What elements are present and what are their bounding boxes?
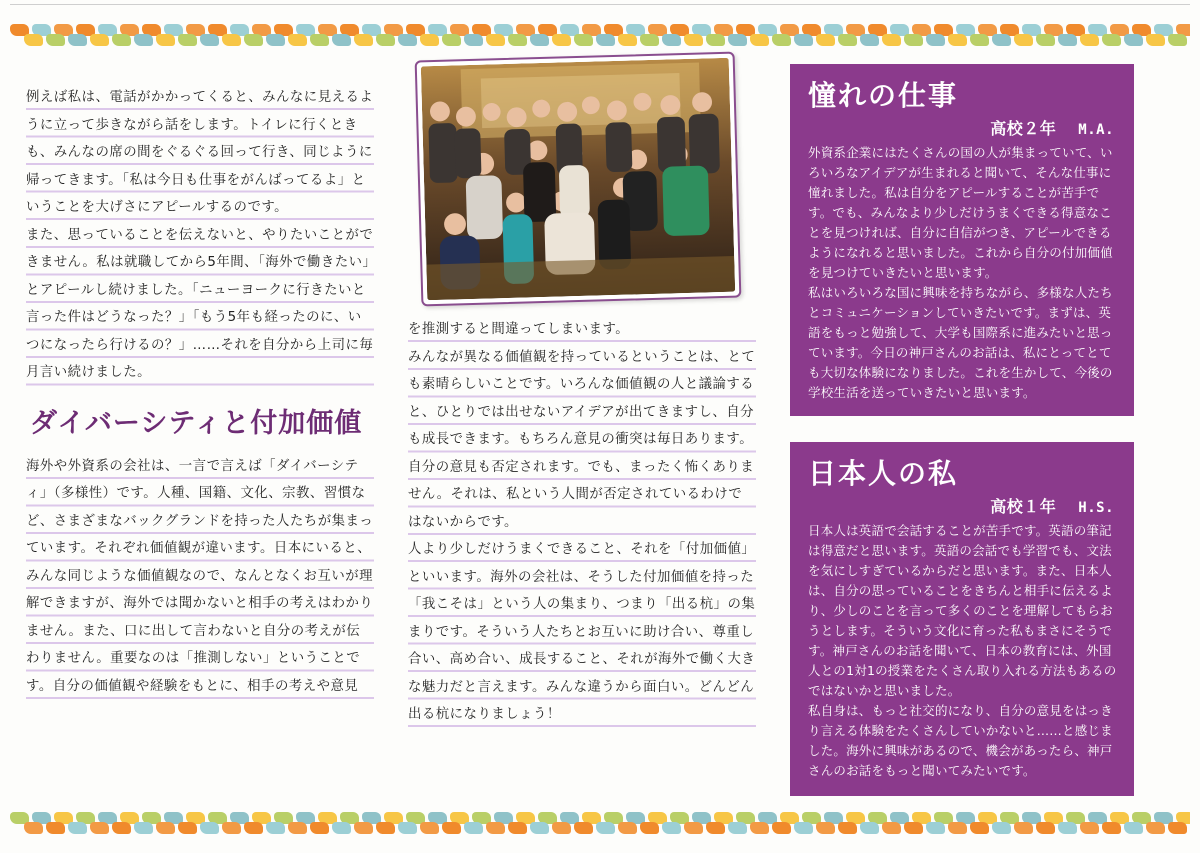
decorative-blob	[222, 822, 241, 834]
decorative-blob	[948, 34, 967, 46]
decorative-blob	[1124, 34, 1143, 46]
decorative-blob	[750, 34, 769, 46]
top-rule	[10, 4, 1190, 5]
decorative-blob	[1058, 34, 1077, 46]
testimonial-box-1	[790, 64, 1134, 416]
decorative-blob	[354, 34, 373, 46]
decorative-blob	[838, 822, 857, 834]
section-heading-diversity: ダイバーシティと付加価値	[30, 407, 363, 439]
decorative-blob	[574, 822, 593, 834]
decorative-blob	[1036, 34, 1055, 46]
decorative-blob	[1080, 822, 1099, 834]
decorative-blob	[1168, 822, 1187, 834]
decorative-blob	[244, 34, 263, 46]
decorative-blob	[508, 822, 527, 834]
decorative-blob	[1124, 822, 1143, 834]
decorative-blob	[530, 822, 549, 834]
decorative-blob	[530, 34, 549, 46]
decorative-blob	[992, 34, 1011, 46]
decorative-blob	[574, 34, 593, 46]
decorative-blob	[244, 822, 263, 834]
box1-paragraph-2: 私はいろいろな国に興味を持ちながら、多様な人たちとコミュニケーションしていきたいです。まずは、英語をもっと勉強して、大学も国際系に進みたいと思っています。今日の神戸さんのお話は、私にとってとても大切な体験になりました。これを生かして、今後の学校生活を送っていきたいと思います。	[808, 285, 1113, 400]
group-photo-icon	[421, 58, 735, 301]
left-paragraph-2: また、思っていることを伝えないと、やりたいことができません。私は就職してから5年間、「海外で働きたい」とアピールし続けました。「ニューヨークに行きたいと言った件はどうなった？」「もう5年も経ったのに、いつになったら行けるの？」……それを自分から上司に毎月言い続けました。	[26, 222, 374, 387]
decorative-blob	[904, 34, 923, 46]
decorative-blob	[728, 34, 747, 46]
decorative-blob	[442, 822, 461, 834]
decorative-blob	[860, 34, 879, 46]
decorative-blob	[640, 822, 659, 834]
decorative-blob-row	[24, 34, 1190, 46]
decorative-blob	[838, 34, 857, 46]
decorative-blob	[552, 34, 571, 46]
decorative-blob	[706, 822, 725, 834]
decorative-blob	[90, 34, 109, 46]
decorative-blob	[860, 822, 879, 834]
decorative-blob	[816, 34, 835, 46]
decorative-blob	[508, 34, 527, 46]
top-decorative-border	[10, 24, 1190, 48]
decorative-blob	[882, 822, 901, 834]
decorative-blob	[464, 822, 483, 834]
decorative-blob	[1014, 822, 1033, 834]
decorative-blob	[684, 822, 703, 834]
decorative-blob	[794, 822, 813, 834]
group-photo-illustration	[421, 58, 735, 301]
decorative-blob	[178, 822, 197, 834]
decorative-blob	[112, 822, 131, 834]
box2-paragraph-1: 日本人は英語で会話することが苦手です。英語の筆記は得意だと思います。英語の会話でも学習でも、文法を気にしすぎているからだと思います。また、日本人は、自分の思っていることをきちんと相手に伝えるより、少しのことを言って多くのことを理解してもらおうとします。そういう文化に育った私もまさにそうです。神戸さんのお話を聞いて、日本の教育には、外国人との1対1の授業をたくさん取り入れる方法もあるのではないかと思いました。	[808, 523, 1117, 698]
decorative-blob	[926, 822, 945, 834]
decorative-blob	[310, 822, 329, 834]
box2-grade: 高校１年	[990, 497, 1057, 516]
decorative-blob	[156, 822, 175, 834]
decorative-blob	[1102, 822, 1121, 834]
decorative-blob	[1014, 34, 1033, 46]
middle-paragraph-2: みんなが異なる価値観を持っているということは、とても素晴らしいことです。いろんな価値観の人と議論すると、ひとりでは出せないアイデアが出てきますし、自分も成長できます。もちろん意見の衝突は毎日あります。自分の意見も否定されます。でも、まったく怖くありません。それは、私という人間が否定されているわけではないからです。	[408, 344, 756, 537]
decorative-blob	[772, 822, 791, 834]
decorative-blob	[618, 34, 637, 46]
decorative-blob	[596, 822, 615, 834]
decorative-blob	[200, 34, 219, 46]
middle-paragraph-3: 人より少しだけうまくできること、それを「付加価値」といいます。海外の会社は、そうした付加価値を持った「我こそは」という人の集まり、つまり「出る杭」の集まりです。そういう人たちとお互いに助け合い、尊重し合い、高め合い、成長すること、それが海外で働く大きな魅力だと言えます。みんな違うから面白い。どんどん出る杭になりましょう！	[408, 536, 756, 729]
decorative-blob	[552, 822, 571, 834]
decorative-blob	[904, 822, 923, 834]
decorative-blob	[24, 822, 43, 834]
box2-author	[808, 494, 1114, 517]
decorative-blob	[1080, 34, 1099, 46]
decorative-blob	[728, 822, 747, 834]
decorative-blob	[420, 822, 439, 834]
decorative-blob	[266, 822, 285, 834]
decorative-blob	[662, 822, 681, 834]
decorative-blob	[134, 822, 153, 834]
left-column	[26, 84, 374, 700]
decorative-blob	[266, 34, 285, 46]
bottom-decorative-border	[10, 812, 1190, 836]
decorative-blob	[134, 34, 153, 46]
decorative-blob	[398, 822, 417, 834]
decorative-blob	[398, 34, 417, 46]
decorative-blob	[420, 34, 439, 46]
decorative-blob-row	[24, 822, 1190, 834]
decorative-blob	[156, 34, 175, 46]
decorative-blob	[1058, 822, 1077, 834]
middle-column	[408, 316, 756, 729]
decorative-blob	[992, 822, 1011, 834]
box1-paragraph-1: 外資系企業にはたくさんの国の人が集まっていて、いろいろなアイデアが生まれると聞いて、そんな仕事に憧れました。私は自分をアピールすることが苦手です。でも、みんなより少しだけうまくできる得意なことを見つければ、自分に自信がつき、アピールできるようになれると思いました。これから自分の付加価値を見つけていきたいと思います。	[808, 145, 1113, 280]
box2-initials: H.S.	[1078, 500, 1114, 516]
decorative-blob	[90, 822, 109, 834]
decorative-blob	[816, 822, 835, 834]
decorative-blob	[1102, 34, 1121, 46]
decorative-blob	[1146, 34, 1165, 46]
decorative-blob	[200, 822, 219, 834]
decorative-blob	[618, 822, 637, 834]
decorative-blob	[112, 34, 131, 46]
decorative-blob	[46, 34, 65, 46]
box2-paragraph-2: 私自身は、もっと社交的になり、自分の意見をはっきり言える体験をたくさんしていかないと……と感じました。海外に興味があるので、機会があったら、神戸さんのお話をもっと聞いてみたいです。	[808, 703, 1113, 778]
box1-initials: M.A.	[1078, 122, 1114, 138]
decorative-blob	[288, 822, 307, 834]
decorative-blob	[68, 34, 87, 46]
group-photo-frame	[415, 52, 742, 307]
decorative-blob	[46, 822, 65, 834]
decorative-blob	[882, 34, 901, 46]
decorative-blob	[310, 34, 329, 46]
decorative-blob	[662, 34, 681, 46]
decorative-blob	[486, 822, 505, 834]
decorative-blob	[948, 822, 967, 834]
box2-title: 日本人の私	[808, 457, 959, 490]
decorative-blob	[288, 34, 307, 46]
decorative-blob	[442, 34, 461, 46]
decorative-blob	[178, 34, 197, 46]
testimonial-box-2	[790, 442, 1134, 796]
box1-title: 憧れの仕事	[808, 79, 959, 112]
decorative-blob	[970, 34, 989, 46]
decorative-blob	[1168, 34, 1187, 46]
decorative-blob	[970, 822, 989, 834]
decorative-blob	[640, 34, 659, 46]
decorative-blob	[222, 34, 241, 46]
decorative-blob	[376, 34, 395, 46]
decorative-blob	[794, 34, 813, 46]
decorative-blob	[1146, 822, 1165, 834]
decorative-blob	[24, 34, 43, 46]
middle-paragraph-1: を推測すると間違ってしまいます。	[408, 316, 756, 344]
decorative-blob	[1036, 822, 1055, 834]
decorative-blob	[750, 822, 769, 834]
decorative-blob	[332, 34, 351, 46]
decorative-blob	[596, 34, 615, 46]
left-paragraph-1: 例えば私は、電話がかかってくると、みんなに見えるように立って歩きながら話をします。トイレに行くときも、みんなの席の間をぐるぐる回って行き、同じように帰ってきます。「私は今日も仕事をがんばってるよ」ということを大げさにアピールするのです。	[26, 84, 374, 222]
decorative-blob	[684, 34, 703, 46]
decorative-blob	[772, 34, 791, 46]
left-paragraph-3: 海外や外資系の会社は、一言で言えば「ダイバーシティ」（多様性）です。人種、国籍、文化、宗教、習慣など、さまざまなバックグランドを持った人たちが集まっています。それぞれ価値観が違います。日本にいると、みんな同じような価値観なので、なんとなくお互いが理解できますが、海外では聞かないと相手の考えはわかりません。また、口に出して言わないと自分の考えが伝わりません。重要なのは「推測しない」ということです。自分の価値観や経験をもとに、相手の考えや意見	[26, 453, 374, 701]
box1-grade: 高校２年	[990, 119, 1057, 138]
decorative-blob	[464, 34, 483, 46]
decorative-blob	[706, 34, 725, 46]
decorative-blob	[926, 34, 945, 46]
box1-author	[808, 116, 1114, 139]
decorative-blob	[354, 822, 373, 834]
decorative-blob	[376, 822, 395, 834]
decorative-blob	[486, 34, 505, 46]
decorative-blob	[332, 822, 351, 834]
decorative-blob	[68, 822, 87, 834]
